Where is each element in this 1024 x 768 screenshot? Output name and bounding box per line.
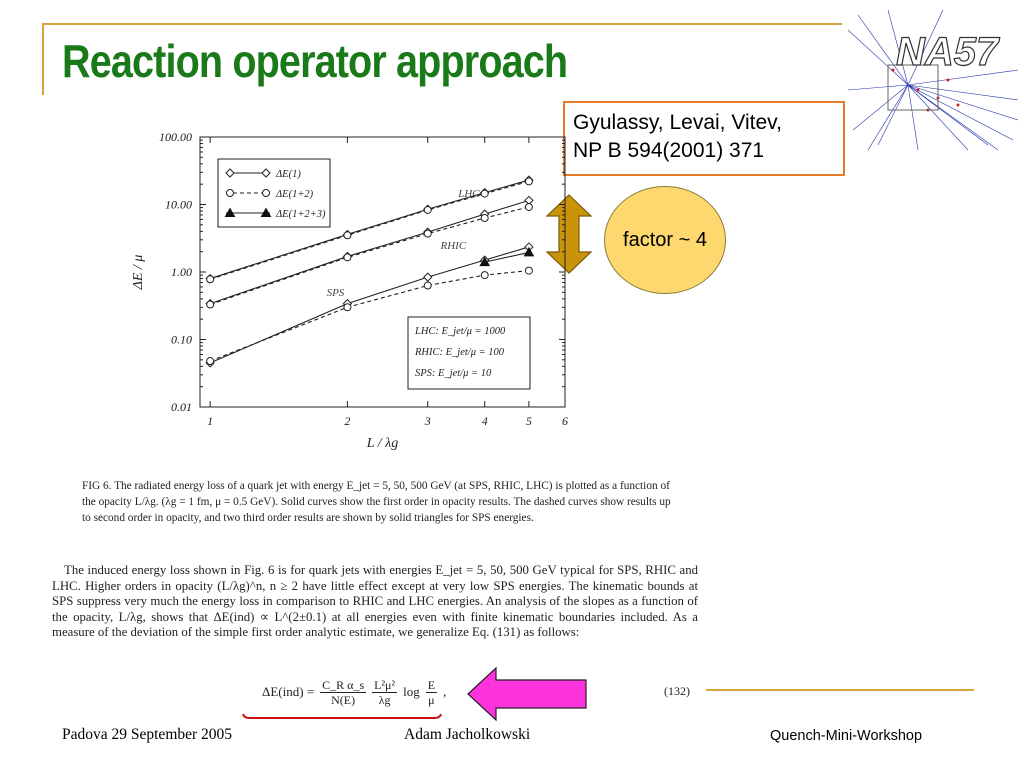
eq-fraction-3 (426, 678, 437, 707)
y-tick-label: 0.10 (171, 332, 192, 347)
chart-point-circle (263, 190, 270, 197)
energy-loss-chart (120, 122, 580, 452)
x-tick-label: 2 (344, 414, 351, 428)
eq-lhs: ΔE(ind) = (262, 684, 315, 699)
chart-axes (131, 130, 568, 451)
equation-132 (262, 672, 446, 712)
eq-log: log (403, 684, 420, 699)
title-accent-line-top (42, 23, 842, 25)
paper-paragraph (52, 563, 698, 641)
eq-frac2-num: L²μ² (374, 677, 396, 692)
slide-title: Reaction operator approach (62, 35, 568, 87)
reference-box (563, 101, 845, 176)
y-tick-label: 10.00 (165, 197, 192, 212)
chart-point-circle (227, 190, 234, 197)
eq-frac2-den: λg (378, 692, 391, 707)
equation-accent-line (706, 689, 974, 691)
factor-label: factor ~ 4 (623, 228, 707, 251)
x-tick-label: 3 (424, 414, 431, 428)
y-tick-label: 0.01 (171, 400, 192, 414)
eq-frac3-den: μ (428, 692, 435, 707)
figure-caption: FIG 6. The radiated energy loss of a quark jet with energy E_jet = 5, 50, 500 GeV (at SPS, RHIC, LHC) is plotted as a function of the opacity L/λg. (λg = 1 fm, μ = 0.5 GeV). Solid curves show the first order in opacity results. The dashed curves show results up to second order in opacity, and two third order results are shown by solid triangles for SPS energies. (82, 480, 671, 524)
legend-entry: ΔE(1+2) (276, 189, 314, 200)
reference-line-2: NP B 594(2001) 371 (573, 139, 765, 162)
chart-point-diamond (424, 273, 432, 281)
chart-point-circle (344, 254, 351, 261)
chart-point-circle (481, 215, 488, 222)
eq-tail: , (443, 684, 447, 699)
chart-point-circle (525, 203, 532, 210)
chart-point-circle (207, 358, 214, 365)
x-tick-label: 6 (562, 414, 568, 428)
chart-point-triangle (524, 248, 533, 256)
info-box-line: RHIC: E_jet/μ = 100 (415, 347, 505, 358)
x-axis-label: L / λg (366, 436, 399, 451)
x-tick-label: 1 (207, 414, 214, 428)
series-sps-triangle (480, 248, 533, 266)
chart-point-circle (525, 178, 532, 185)
paper-paragraph-text: The induced energy loss shown in Fig. 6 is for quark jets with energies E_jet = 5, 50, 500 GeV typical for SPS, RHIC and LHC. Higher orders in opacity (L/λg)^n, n ≥ 2 have little effect except at very low SPS energies. The kinematic bounds at SPS suppress very much the energy loss in comparison to RHIC and LHC energies. An analysis of the slopes as a function of the opacity, L/λg, shows that ΔE(ind) ∝ L^(2±0.1) at all energies even with finite kinematic boundaries included. As a measure of the deviation of the simple first order analytic estimate, we generalize Eq. (131) as follows: (52, 563, 698, 639)
chart-point-circle (424, 206, 431, 213)
eq-fraction-1 (320, 678, 366, 707)
chart-point-circle (207, 301, 214, 308)
eq-frac1-num: C_R α_s (322, 677, 365, 692)
chart-point-circle (481, 190, 488, 197)
chart-point-circle (344, 304, 351, 311)
y-tick-label: 1.00 (171, 265, 192, 279)
curve-label-sps: SPS (326, 287, 345, 300)
eq-fraction-2 (372, 678, 397, 707)
footer-date-location: Padova 29 September 2005 (62, 726, 233, 743)
eq-frac1-den: N(E) (331, 692, 356, 707)
x-tick-label: 4 (481, 414, 488, 428)
reference-line-1: Gyulassy, Levai, Vitev, (573, 111, 782, 134)
chart-point-circle (424, 230, 431, 237)
factor-ellipse (604, 186, 726, 294)
legend-entry: ΔE(1+2+3) (276, 209, 326, 220)
eq-frac3-num: E (427, 677, 436, 692)
x-tick-label: 5 (525, 414, 532, 428)
chart-point-circle (344, 232, 351, 239)
info-box-line: SPS: E_jet/μ = 10 (415, 368, 492, 379)
info-box-line: LHC: E_jet/μ = 1000 (415, 326, 506, 337)
pink-left-arrow-icon (466, 666, 588, 722)
title-accent-line-left (42, 23, 44, 95)
chart-legend (218, 159, 330, 227)
legend-entry: ΔE(1) (276, 169, 301, 180)
curve-label-lhc: LHC (458, 187, 480, 200)
chart-info-box (408, 317, 530, 389)
equation-number: (132) (664, 684, 690, 698)
chart-point-circle (525, 267, 532, 274)
chart-point-circle (424, 282, 431, 289)
chart-point-circle (481, 272, 488, 279)
logo-text: NA57 (896, 30, 999, 74)
chart-point-circle (207, 276, 214, 283)
y-tick-label: 100.00 (159, 130, 192, 144)
na57-logo (848, 10, 1018, 150)
y-axis-label: ΔE / μ (131, 254, 146, 290)
footer-event: Quench-Mini-Workshop (770, 728, 923, 744)
footer-author: Adam Jacholkowski (404, 726, 531, 743)
curve-label-rhic: RHIC (440, 239, 467, 252)
equation-red-underline (242, 714, 442, 720)
